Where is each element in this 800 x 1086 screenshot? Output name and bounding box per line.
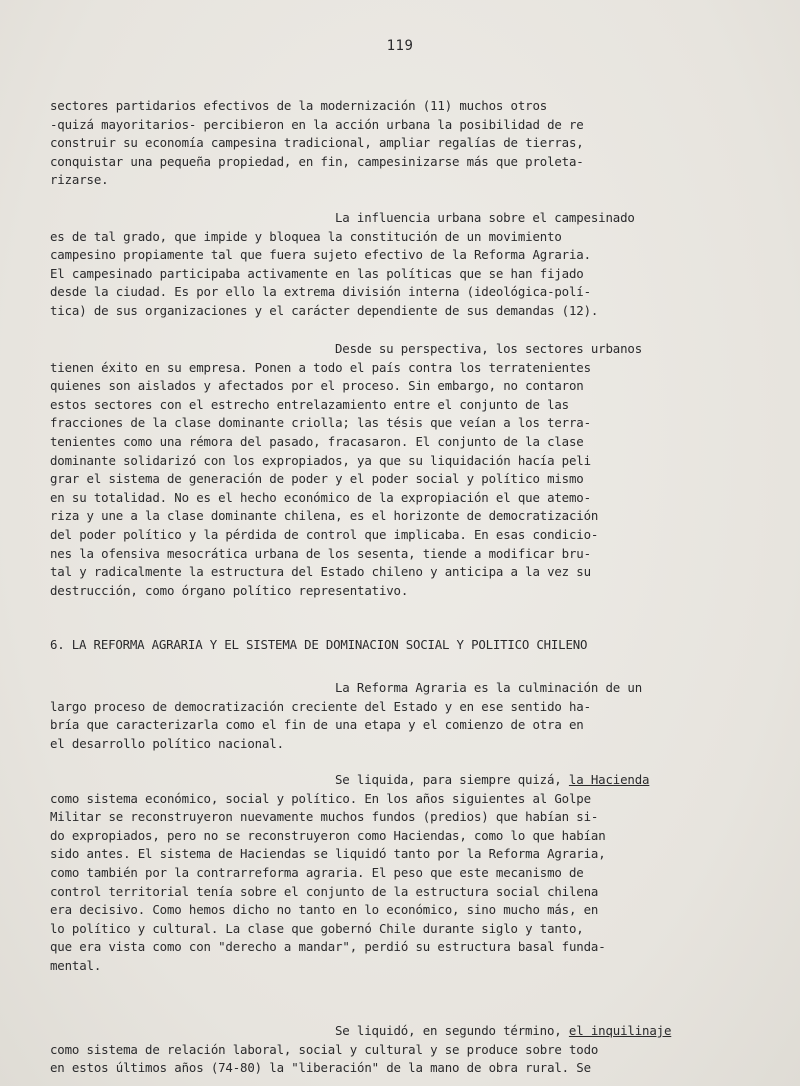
text-line: Se liquida, para siempre quizá, la Hacienda	[335, 772, 650, 787]
text-line: control territorial tenía sobre el conjunto de la estructura social chilena	[50, 883, 599, 899]
text-line: lo político y cultural. La clase que gobernó Chile durante siglo y tanto,	[50, 920, 584, 936]
section-heading: 6. LA REFORMA AGRARIA Y EL SISTEMA DE DOMINACION SOCIAL Y POLITICO CHILENO	[50, 637, 588, 652]
text-line: tica) de sus organizaciones y el carácter dependiente de sus demandas (12).	[50, 302, 599, 318]
text-line: como sistema de relación laboral, social y cultural y se produce sobre todo	[50, 1041, 599, 1057]
text-line: en estos últimos años (74-80) la "liberación" de la mano de obra rural. Se	[50, 1060, 591, 1076]
text-line: tienen éxito en su empresa. Ponen a todo el país contra los terratenientes	[50, 359, 591, 375]
text-line: en su totalidad. No es el hecho económico de la expropiación el que atemo-	[50, 489, 591, 505]
paragraph-3	[50, 340, 750, 600]
text-line: nes la ofensiva mesocrática urbana de los sesenta, tiende a modificar bru-	[50, 545, 591, 561]
text-line: Desde su perspectiva, los sectores urbanos	[335, 341, 643, 356]
text-line: dominante solidarizó con los expropiados, ya que su liquidación hacía peli	[50, 452, 591, 468]
paragraph-1	[50, 97, 750, 190]
text-line: estos sectores con el estrecho entrelazamiento entre el conjunto de las	[50, 396, 569, 412]
text-line: el desarrollo político nacional.	[50, 735, 284, 751]
text-line: largo proceso de democratización creciente del Estado y en ese sentido ha-	[50, 698, 591, 714]
text-line: La Reforma Agraria es la culminación de un	[335, 680, 643, 695]
underlined-term: el inquilinaje	[568, 1023, 672, 1038]
text-line: grar el sistema de generación de poder y el poder social y político mismo	[50, 471, 584, 487]
text-line: quienes son aislados y afectados por el proceso. Sin embargo, no contaron	[50, 378, 584, 394]
text-line: La influencia urbana sobre el campesinado	[335, 210, 635, 225]
text-line: conquistar una pequeña propiedad, en fin, campesinizarse más que proleta-	[50, 153, 584, 169]
text-line: que era vista como con "derecho a mandar", perdió su estructura basal funda-	[50, 939, 606, 955]
text-line: bría que caracterizarla como el fin de una etapa y el comienzo de otra en	[50, 717, 584, 733]
text-line: El campesinado participaba activamente en las políticas que se han fijado	[50, 265, 584, 281]
text-line: fracciones de la clase dominante criolla; las tésis que veían a los terra-	[50, 415, 591, 431]
text-line: Se liquidó, en segundo término, el inquilinaje	[335, 1023, 672, 1038]
text-line: riza y une a la clase dominante chilena, es el horizonte de democratización	[50, 508, 599, 524]
paragraph-5	[50, 771, 750, 976]
text-line: sido antes. El sistema de Haciendas se liquidó tanto por la Reforma Agraria,	[50, 846, 606, 862]
text-line: mental.	[50, 957, 102, 973]
text-line: rizarse.	[50, 172, 109, 188]
page-number: 119	[386, 38, 414, 54]
text-line: como sistema económico, social y político. En los años siguientes al Golpe	[50, 790, 591, 806]
text-line: desde la ciudad. Es por ello la extrema división interna (ideológica-polí-	[50, 284, 591, 300]
text-line: tal y radicalmente la estructura del Estado chileno y anticipa a la vez su	[50, 564, 591, 580]
paragraph-2	[50, 209, 750, 321]
text-line: construir su economía campesina tradicional, ampliar regalías de tierras,	[50, 135, 584, 151]
text-line: sectores partidarios efectivos de la modernización (11) muchos otros	[50, 98, 548, 113]
text-line: destrucción, como órgano político representativo.	[50, 582, 409, 598]
paragraph-4	[50, 679, 750, 753]
text-line: era decisivo. Como hemos dicho no tanto en lo económico, sino mucho más, en	[50, 902, 599, 918]
text-line: campesino propiamente tal que fuera sujeto efectivo de la Reforma Agraria.	[50, 247, 591, 263]
underlined-term: la Hacienda	[568, 772, 650, 787]
text-line: es de tal grado, que impide y bloquea la constitución de un movimiento	[50, 228, 562, 244]
text-line: del poder político y la pérdida de control que implicaba. En esas condicio-	[50, 526, 599, 542]
text-line: tenientes como una rémora del pasado, fracasaron. El conjunto de la clase	[50, 433, 584, 449]
text-line: do expropiados, pero no se reconstruyeron como Haciendas, como lo que habían	[50, 827, 606, 843]
paragraph-6	[50, 1022, 750, 1078]
text-line: Militar se reconstruyeron nuevamente muchos fundos (predios) que habían si-	[50, 809, 599, 825]
text-line: como también por la contrarreforma agraria. El peso que este mecanismo de	[50, 864, 584, 880]
text-line: -quizá mayoritarios- percibieron en la acción urbana la posibilidad de re	[50, 116, 584, 132]
